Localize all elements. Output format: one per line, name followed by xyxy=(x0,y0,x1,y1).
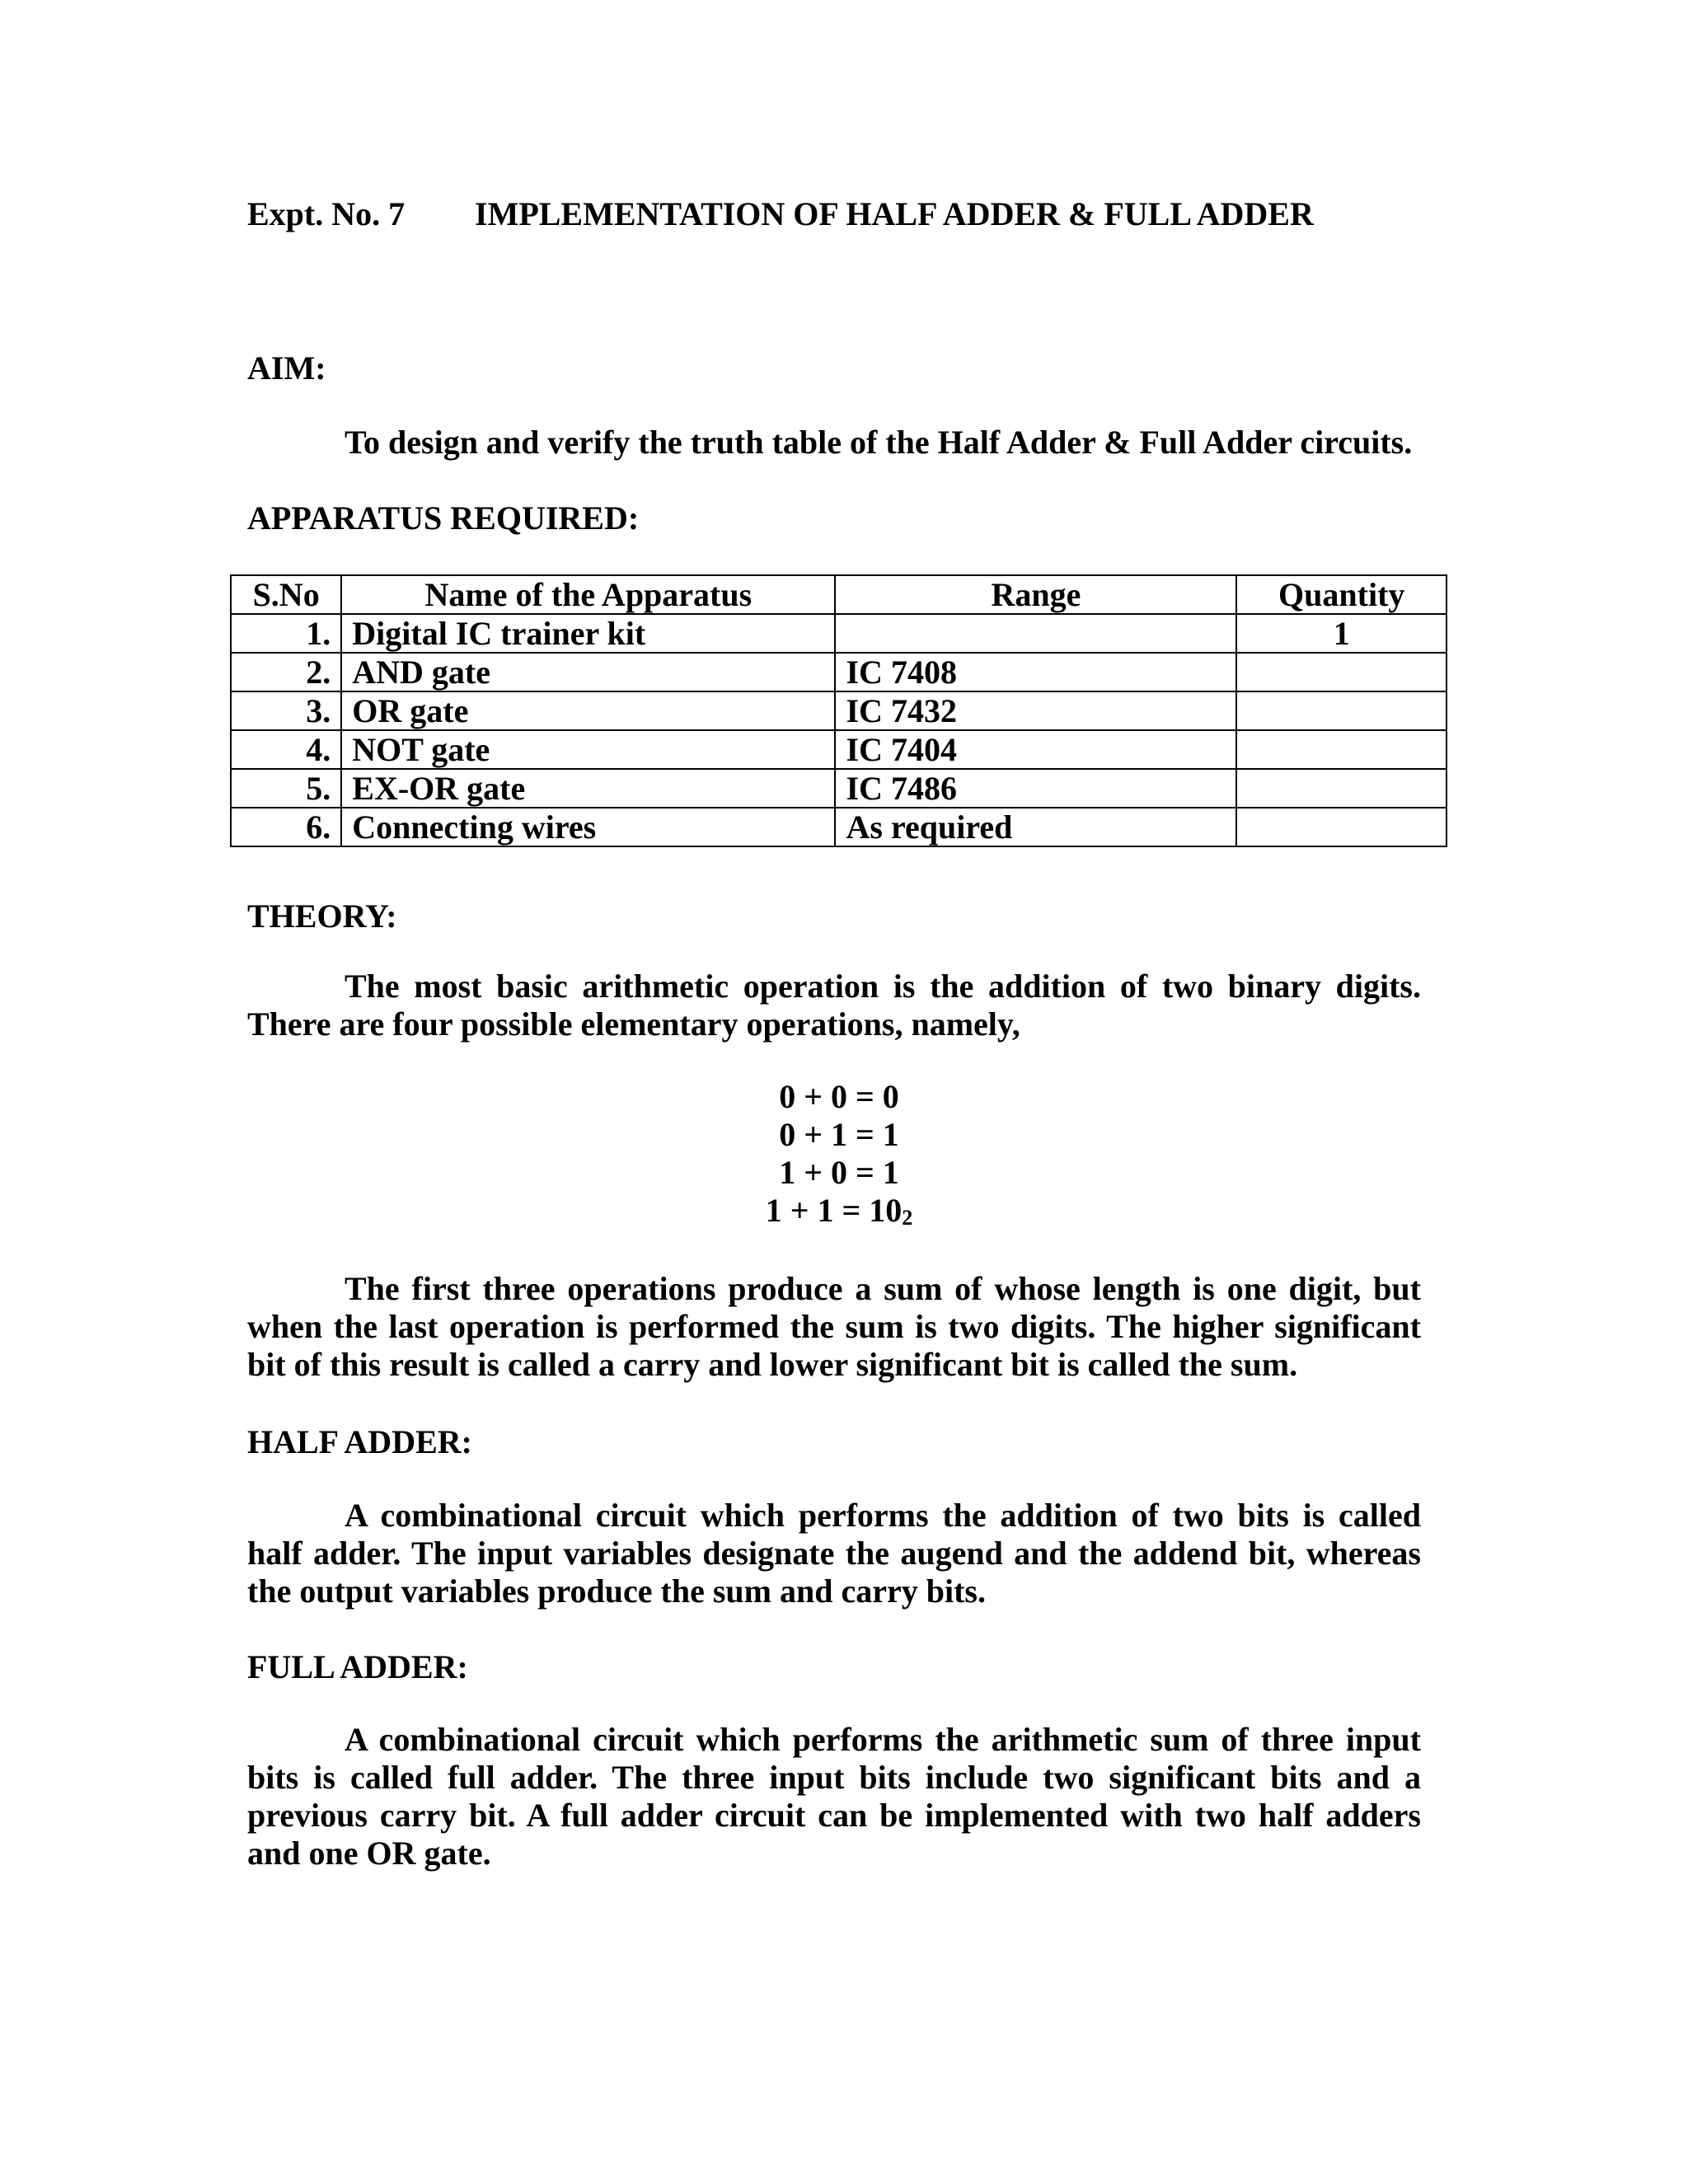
cell-name: OR gate xyxy=(341,691,835,730)
full-adder-paragraph: A combinational circuit which performs the arithmetic sum of three input bits is called full adder. The three input bits include two significant bits and a previous carry bit. A full adder circuit can be implemented with two half adders and one OR gate. xyxy=(247,1721,1421,1872)
table-header-row xyxy=(231,575,1447,614)
table-row xyxy=(231,769,1447,808)
experiment-number: Expt. No. 7 xyxy=(247,195,406,232)
apparatus-table xyxy=(230,574,1447,847)
cell-name: EX-OR gate xyxy=(341,769,835,808)
half-adder-heading: HALF ADDER: xyxy=(247,1423,472,1460)
cell-range: IC 7486 xyxy=(835,769,1236,808)
table-row xyxy=(231,808,1447,846)
cell-range: IC 7432 xyxy=(835,691,1236,730)
aim-heading: AIM: xyxy=(247,349,326,387)
cell-sno: 1. xyxy=(231,614,341,653)
cell-name: Digital IC trainer kit xyxy=(341,614,835,653)
table-row xyxy=(231,730,1447,769)
cell-sno: 6. xyxy=(231,808,341,846)
theory-explanation-paragraph: The first three operations produce a sum of whose length is one digit, but when the last operation is performed the sum is two digits. The higher significant bit of this result is called a carry and lower significant bit is called the sum. xyxy=(247,1270,1421,1383)
full-adder-heading: FULL ADDER: xyxy=(247,1648,468,1685)
cell-quantity xyxy=(1236,730,1447,769)
cell-sno: 2. xyxy=(231,653,341,691)
theory-intro-paragraph: The most basic arithmetic operation is the addition of two binary digits. There are four possible elementary operations, namely, xyxy=(247,968,1421,1043)
theory-heading: THEORY: xyxy=(247,898,397,935)
equation: 0 + 1 = 1 xyxy=(779,1116,899,1153)
cell-range: IC 7404 xyxy=(835,730,1236,769)
equation-subscript: 2 xyxy=(902,1206,913,1230)
cell-sno: 4. xyxy=(231,730,341,769)
cell-range: IC 7408 xyxy=(835,653,1236,691)
document-header xyxy=(247,194,1314,233)
cell-name: Connecting wires xyxy=(341,808,835,846)
column-header-quantity: Quantity xyxy=(1236,575,1447,614)
experiment-title: IMPLEMENTATION OF HALF ADDER & FULL ADDER xyxy=(475,195,1314,232)
cell-name: NOT gate xyxy=(341,730,835,769)
cell-quantity xyxy=(1236,653,1447,691)
cell-sno: 5. xyxy=(231,769,341,808)
table-row xyxy=(231,614,1447,653)
half-adder-paragraph: A combinational circuit which performs the addition of two bits is called half adder. The input variables designate the augend and the addend bit, whereas the output variables produce the sum and carry bits. xyxy=(247,1497,1421,1610)
cell-range: As required xyxy=(835,808,1236,846)
cell-quantity xyxy=(1236,808,1447,846)
cell-name: AND gate xyxy=(341,653,835,691)
equation xyxy=(742,1192,936,1237)
equation: 0 + 0 = 0 xyxy=(779,1078,899,1115)
cell-range xyxy=(835,614,1236,653)
equation-text: 1 + 1 = 10 xyxy=(765,1192,903,1229)
cell-quantity: 1 xyxy=(1236,614,1447,653)
table-row xyxy=(231,691,1447,730)
aim-text: To design and verify the truth table of the Half Adder & Full Adder circuits. xyxy=(345,424,1413,461)
cell-sno: 3. xyxy=(231,691,341,730)
binary-addition-equations xyxy=(742,1078,936,1237)
column-header-range: Range xyxy=(835,575,1236,614)
cell-quantity xyxy=(1236,691,1447,730)
column-header-sno: S.No xyxy=(231,575,341,614)
column-header-name: Name of the Apparatus xyxy=(341,575,835,614)
equation: 1 + 0 = 1 xyxy=(779,1154,899,1191)
cell-quantity xyxy=(1236,769,1447,808)
apparatus-heading: APPARATUS REQUIRED: xyxy=(247,499,640,537)
table-row xyxy=(231,653,1447,691)
